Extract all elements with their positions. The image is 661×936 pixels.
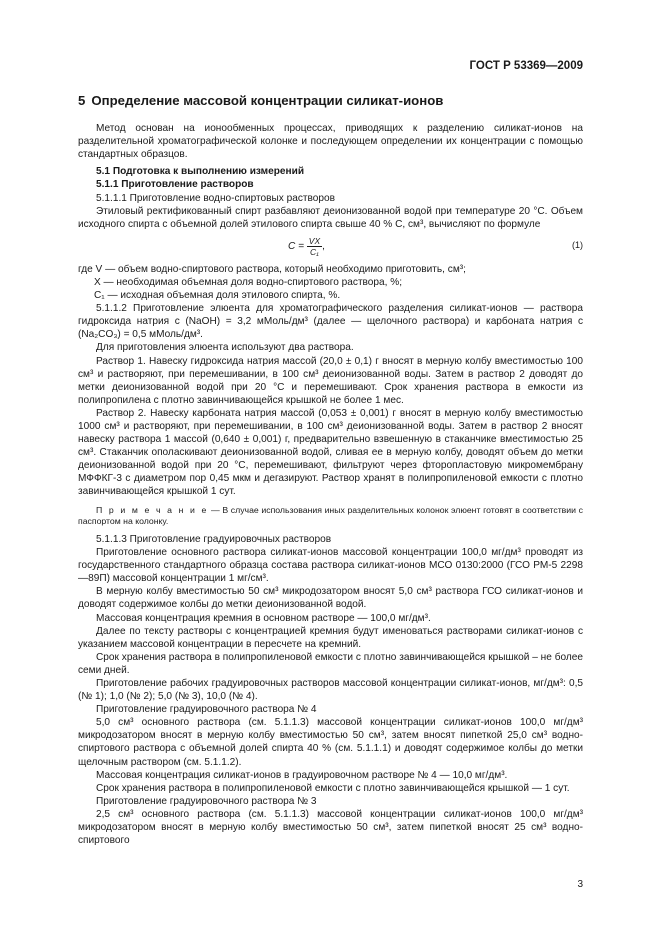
prep-solution-3-text: 2,5 см³ основного раствора (см. 5.1.1.3) массовой концентрации силикат-ионов 100,0 мг/дм³ микродозатором вносят в мерную колбу вместимостью 50 см³, затем пипеткой вносят 25 см³ водно-спиртового <box>78 808 583 847</box>
working-solutions-paragraph: Приготовление рабочих градуировочных растворов массовой концентрации силикат-ионов, мг/дм³: 0,5 (№ 1); 1,0 (№ 2); 5,0 (№ 3), 10,0 (№ 4). <box>78 677 583 703</box>
silicon-concentration-paragraph: Массовая концентрация кремния в основном растворе — 100,0 мг/дм³. <box>96 612 431 624</box>
two-solutions-paragraph: Для приготовления элюента используют два раствора. <box>96 342 354 354</box>
subsection-5-1-1-2: 5.1.1.2 Приготовление элюента для хроматографического разделения силикат-ионов — раствора гидроксида натрия c (NaOH) = 3,2 мМоль/дм³ (далее — щелочного раствора) и карбоната натрия c (Na₂CO₃) = 0,5 мМоль/дм³. <box>78 303 583 341</box>
ethanol-paragraph: Этиловый ректификованный спирт разбавляют деионизованной водой при температуре 20 °С. Объем исходного спирта с объемной долей этилового спирта свыше 40 % C, см³, вычисляют по формуле <box>78 205 583 230</box>
solution-4-concentration: Массовая концентрация силикат-ионов в градуировочном растворе № 4 — 10,0 мг/дм³. <box>96 769 508 781</box>
formula-denominator: C₁ <box>310 246 319 257</box>
formula-lhs: C = <box>288 241 307 253</box>
section-number: 5 <box>78 93 86 108</box>
further-paragraph: Далее по тексту растворы с концентрацией кремния будут именоваться растворами силикат-ионов с указанием массовой концентрации в пересчете на кремний. <box>78 625 583 650</box>
note-label: П р и м е ч а н и е <box>96 504 209 515</box>
formula-numerator: VX <box>308 235 321 246</box>
note-paragraph <box>78 505 583 527</box>
subsection-5-1: 5.1 Подготовка к выполнению измерений <box>96 166 305 178</box>
legend-x: X — необходимая объемная доля водно-спиртового раствора, %; <box>94 276 403 288</box>
standard-header: ГОСТ Р 53369—2009 <box>469 60 583 72</box>
page-content <box>78 94 583 847</box>
solution-4-storage: Срок хранения раствора в полипропиленовой емкости с плотно завинчивающейся крышкой — 1 сут. <box>96 782 570 794</box>
subsection-5-1-1: 5.1.1 Приготовление растворов <box>96 179 254 191</box>
prep-solution-4-heading: Приготовление градуировочного раствора № 4 <box>96 704 317 716</box>
section-title <box>78 94 583 107</box>
solution-1-paragraph: Раствор 1. Навеску гидроксида натрия массой (20,0 ± 0,1) г вносят в мерную колбу вместимостью 100 см³ и растворяют, при перемешивании, в 100 см³ деионизованной воды. Затем в раствор 2 доводят до метки деионизованной водой при 20 °С и перемешивают. Срок хранения раствора в емкости из полипропилена с плотно завинчивающейся крышкой не более 1 мес. <box>78 355 583 406</box>
formula-1: C = $\frac{VX}{\text{C₁}}$ , (1) <box>288 235 583 257</box>
legend-c1: C₁ — исходная объемная доля этилового спирта, %. <box>94 290 341 302</box>
page-number: 3 <box>577 879 583 890</box>
formula-number: (1) <box>572 239 583 250</box>
stock-solution-paragraph: Приготовление основного раствора силикат-ионов массовой концентрации 100,0 мг/дм³ проводят из государственного стандартного образца состава раствора силикат-ионов МСО 0130:2000 (ГСО РМ-5 2298—89П) массовой концентрации 1 мг/см³. <box>78 547 583 585</box>
section-title-text: Определение массовой концентрации силикат-ионов <box>91 93 444 108</box>
storage-paragraph: Срок хранения раствора в полипропиленовой емкости с плотно завинчивающейся крышкой – не более семи дней. <box>78 651 583 676</box>
prep-solution-4-text: 5,0 см³ основного раствора (см. 5.1.1.3) массовой концентрации силикат-ионов 100,0 мг/дм³ микродозатором вносят в мерную колбу вместимостью 50 см³, затем вносят пипеткой 25,0 см³ водно-спиртового раствора с объемной долей спирта 40 % (см. 5.1.1.1) и доводят содержимое колбы до метки щелочным раствором (см. 5.1.1.2). <box>78 717 583 768</box>
legend-v: где V — объем водно-спиртового раствора, который необходимо приготовить, см³; <box>78 263 466 275</box>
subsection-5-1-1-3: 5.1.1.3 Приготовление градуировочных растворов <box>96 533 332 545</box>
intro-paragraph: Метод основан на ионообменных процессах, приводящих к разделению силикат-ионов на разделительной хроматографической колонке и последующем определении их концентрации с помощью стандартных образцов. <box>78 123 583 161</box>
flask-paragraph: В мерную колбу вместимостью 50 см³ микродозатором вносят 5,0 см³ раствора ГСО силикат-ионов и доводят содержимое колбы до метки деионизованной водой. <box>78 586 583 611</box>
solution-2-paragraph: Раствор 2. Навеску карбоната натрия массой (0,053 ± 0,001) г вносят в мерную колбу вместимостью 1000 см³ и растворяют, при перемешивании, в 100 см³ деионизованной воды. Затем в раствор 2 вносят навеску раствора 1 массой (0,640 ± 0,001) г, предварительно взвешенную в стаканчике вместимостью 25 см³. Стаканчик ополаскивают деионизованной водой, сливая ее в мерную колбу, доводят объем до метки деионизованной водой при 20 °С, перемешивают, фильтруют через фторопластовую микромембрану МФФКГ-3 с диаметром пор 0,45 мкм и дегазируют. Раствор хранят в полипропиленовой емкости с плотно завинчивающейся крышкой 1 сут. <box>78 407 583 498</box>
prep-solution-3-heading: Приготовление градуировочного раствора № 3 <box>96 795 317 807</box>
note-text: — В случае использования иных разделительных колонок элюент готовят в соответствии с паспортом на колонку. <box>78 504 583 526</box>
subsection-5-1-1-1: 5.1.1.1 Приготовление водно-спиртовых растворов <box>96 192 335 204</box>
